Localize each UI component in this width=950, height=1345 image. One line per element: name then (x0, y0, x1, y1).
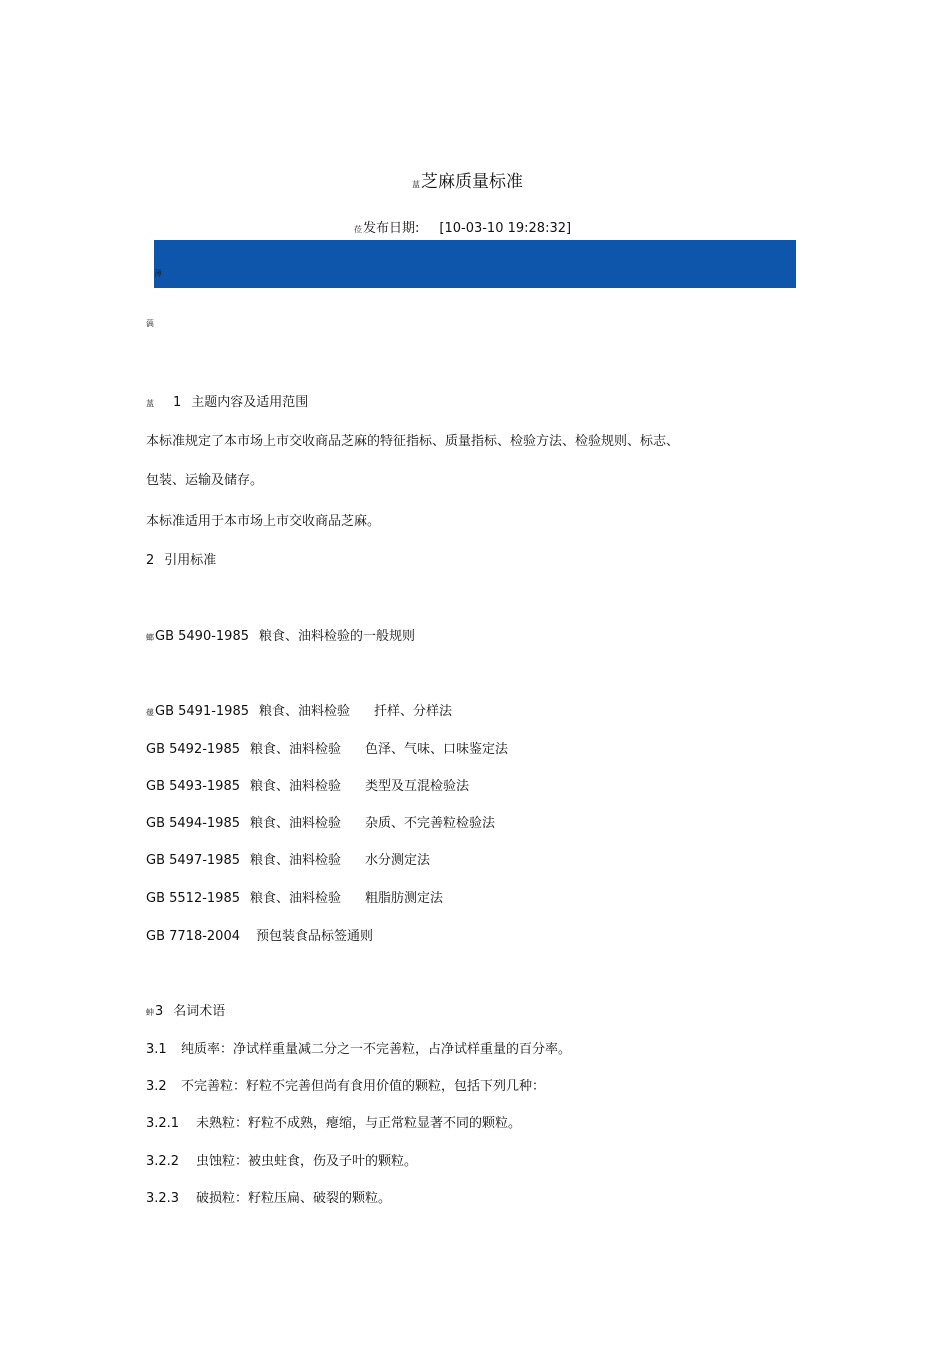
reference-mark: 蕿 (146, 708, 154, 717)
reference-item (146, 775, 469, 794)
term-number: 3.2.3 (146, 1191, 180, 1206)
reference-item (146, 925, 373, 944)
section-1-heading (146, 391, 308, 410)
reference-name: 粮食、油料检验 (249, 779, 341, 794)
banner-mark: 薄 (154, 269, 162, 278)
reference-method: 类型及互混检验法 (365, 779, 470, 794)
section-1-number: 1 (173, 395, 182, 410)
reference-name: 粮食、油料检验 (249, 891, 341, 906)
title-mark: 蒀 (412, 180, 420, 189)
section-2-title: 引用标准 (164, 553, 217, 568)
term-text: 未熟粒：籽粒不成熟，瘪缩，与正常粒显著不同的颗粒。 (196, 1116, 522, 1131)
section-2-heading (146, 549, 216, 568)
reference-item (146, 812, 495, 831)
reference-code: GB 5512-1985 (146, 891, 240, 906)
reference-item (146, 738, 508, 757)
date-mark: 莅 (354, 225, 362, 234)
reference-item (146, 625, 415, 644)
reference-method: 扦样、分样法 (374, 704, 453, 719)
term-number: 3.1 (146, 1042, 167, 1057)
reference-name: 粮食、油料检验 (249, 853, 341, 868)
reference-code: GB 5490-1985 (155, 629, 249, 644)
reference-mark: 螂 (146, 633, 154, 642)
section-1-title: 主题内容及适用范围 (191, 395, 309, 410)
paragraph-1-line-2: 包装、运输及储存。 (146, 473, 264, 488)
document-title (412, 167, 523, 192)
reference-name: 粮食、油料检验 (249, 816, 341, 831)
paragraph-1-line-1: 本标准规定了本市场上市交收商品芝麻的特征指标、质量指标、检验方法、检验规则、标志、 (146, 434, 680, 449)
stray-mark: 薃 (146, 319, 154, 328)
term-item (146, 1038, 571, 1057)
date-value: [10-03-10 19:28:32] (439, 221, 572, 236)
reference-method: 粗脂肪测定法 (365, 891, 444, 906)
term-number: 3.2.1 (146, 1116, 180, 1131)
term-number: 3.2.2 (146, 1154, 180, 1169)
publish-date (354, 217, 571, 236)
header-banner (154, 240, 796, 288)
section-3-title: 名词术语 (173, 1004, 226, 1019)
term-text: 虫蚀粒：被虫蛀食，伤及子叶的颗粒。 (196, 1154, 418, 1169)
reference-code: GB 5494-1985 (146, 816, 240, 831)
term-text: 纯质率：净试样重量减二分之一不完善粒，占净试样重量的百分率。 (181, 1042, 572, 1057)
term-text: 不完善粒：籽粒不完善但尚有食用价值的颗粒，包括下列几种： (181, 1079, 546, 1094)
date-label: 发布日期: (363, 221, 420, 236)
reference-item (146, 849, 430, 868)
section-2-number: 2 (146, 553, 155, 568)
term-text: 破损粒：籽粒压扁、破裂的颗粒。 (196, 1191, 392, 1206)
term-item (146, 1187, 391, 1206)
term-item (146, 1112, 521, 1131)
term-number: 3.2 (146, 1079, 167, 1094)
reference-method: 水分测定法 (365, 853, 431, 868)
reference-code: GB 7718-2004 (146, 929, 240, 944)
reference-code: GB 5491-1985 (155, 704, 249, 719)
reference-name: 粮食、油料检验的一般规则 (258, 629, 415, 644)
reference-code: GB 5497-1985 (146, 853, 240, 868)
reference-code: GB 5492-1985 (146, 742, 240, 757)
section-3-mark: 蚛 (146, 1008, 154, 1017)
term-item (146, 1150, 417, 1169)
reference-name: 预包装食品标签通则 (255, 929, 373, 944)
section-1-mark: 蒕 (146, 399, 154, 408)
reference-method: 杂质、不完善粒检验法 (365, 816, 496, 831)
section-3-number: 3 (155, 1004, 164, 1019)
reference-name: 粮食、油料检验 (258, 704, 350, 719)
title-text: 芝麻质量标准 (421, 172, 523, 192)
term-item (146, 1075, 545, 1094)
reference-item (146, 887, 443, 906)
reference-method: 色泽、气味、口味鉴定法 (365, 742, 509, 757)
reference-name: 粮食、油料检验 (249, 742, 341, 757)
reference-code: GB 5493-1985 (146, 779, 240, 794)
reference-item (146, 700, 452, 719)
paragraph-2: 本标准适用于本市场上市交收商品芝麻。 (146, 514, 381, 529)
section-3-heading (146, 1000, 225, 1019)
